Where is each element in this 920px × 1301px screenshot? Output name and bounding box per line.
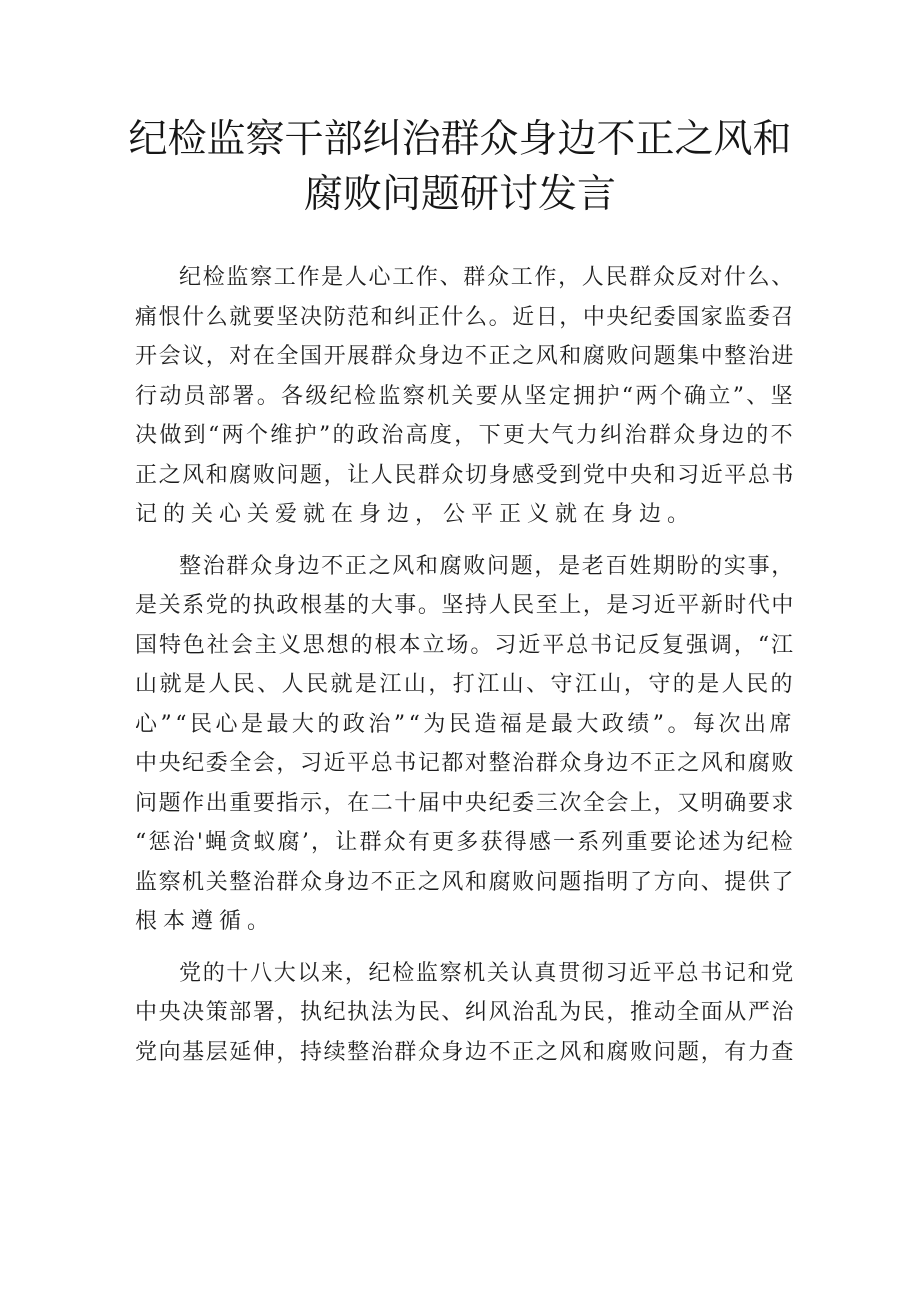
paragraph-line: “惩治'蝇贪蚁腐’，让群众有更多获得感一系列重要论述为纪检 [135, 830, 796, 855]
paragraph-line: 是关系党的执政根基的大事。坚持人民至上，是习近平新时代中 [135, 593, 795, 618]
paragraph-line: 行动员部署。各级纪检监察机关要从坚定拥护“两个确立”、坚 [135, 383, 795, 409]
title-line-1: 纪检监察干部纠治群众身边不正之风和 [128, 117, 792, 162]
paragraph-line: 根本遵循。 [135, 909, 276, 934]
paragraph-line: 山就是人民、人民就是江山，打江山、守江山，守的是人民的 [135, 672, 795, 697]
document-body [135, 258, 795, 1084]
paragraph-line: 中央决策部署，执纪执法为民、纠风治乱为民，推动全面从严治 [135, 1000, 795, 1025]
paragraph-line: 党的十八大以来，纪检监察机关认真贯彻习近平总书记和党 [179, 960, 795, 986]
paragraph-line: 正之风和腐败问题，让人民群众切身感受到党中央和习近平总书 [135, 462, 795, 488]
paragraph-3 [135, 954, 795, 1073]
paragraph-line: 中央纪委全会，习近平总书记都对整治群众身边不正之风和腐败 [135, 751, 795, 776]
paragraph-line: 整治群众身边不正之风和腐败问题，是老百姓期盼的实事， [179, 553, 795, 579]
document-title [120, 112, 800, 222]
paragraph-2 [135, 547, 795, 942]
paragraph-line: 痛恨什么就要坚决防范和纠正什么。近日，中央纪委国家监委召 [135, 304, 795, 330]
paragraph-line: 监察机关整治群众身边不正之风和腐败问题指明了方向、提供了 [135, 869, 795, 895]
paragraph-line: 开会议，对在全国开展群众身边不正之风和腐败问题集中整治进 [135, 344, 795, 369]
paragraph-line: 问题作出重要指示，在二十届中央纪委三次全会上，又明确要求 [135, 790, 795, 816]
paragraph-1 [135, 258, 795, 535]
paragraph-line: 党向基层延伸，持续整治群众身边不正之风和腐败问题，有力查 [135, 1039, 795, 1065]
title-line-2: 腐败问题研讨发言 [303, 172, 616, 217]
paragraph-line: 决做到“两个维护”的政治高度，下更大气力纠治群众身边的不 [135, 423, 795, 448]
paragraph-line: 心”“民心是最大的政治”“为民造福是最大政绩”。每次出席 [135, 711, 795, 737]
paragraph-line: 国特色社会主义思想的根本立场。习近平总书记反复强调，“江 [135, 632, 795, 658]
paragraph-line: 纪检监察工作是人心工作、群众工作，人民群众反对什么、 [179, 265, 795, 290]
paragraph-line: 记的关心关爱就在身边，公平正义就在身边。 [135, 502, 696, 527]
